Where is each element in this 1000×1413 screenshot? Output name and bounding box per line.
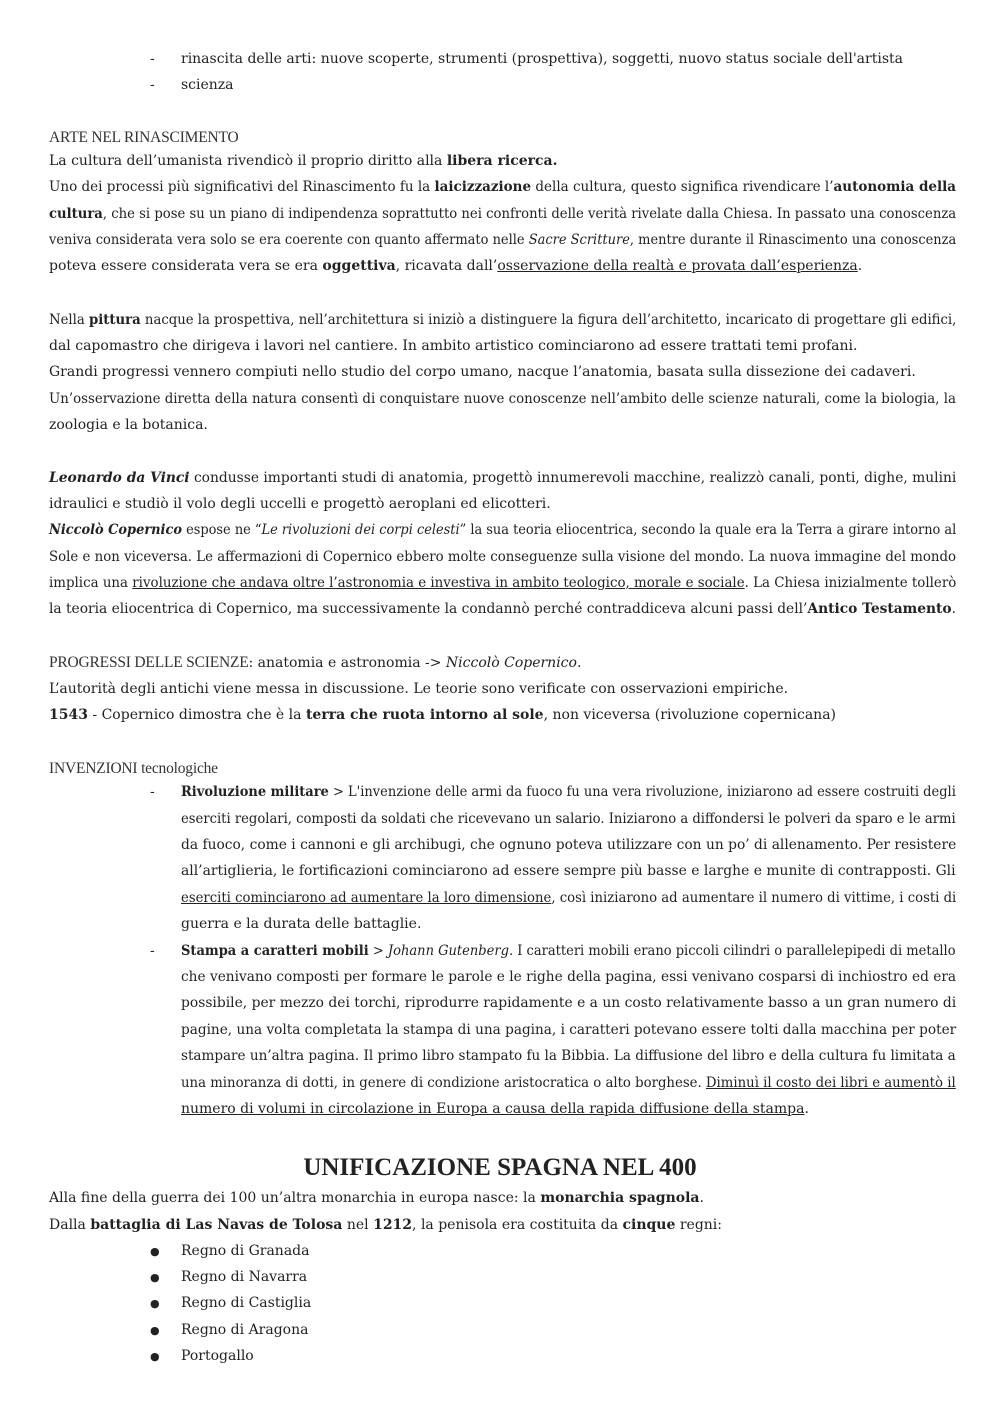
list-item: Regno di Castiglia [181,1295,312,1311]
page-title: UNIFICAZIONE SPAGNA NEL 400 [303,1154,697,1181]
bullet-dot: ● [150,1324,160,1337]
paragraph-line [49,573,956,593]
underlined-text: osservazione della realtà e provata dall’esperienza [497,258,858,274]
text-span: , la penisola era costituita da [412,1217,623,1233]
text-span: veniva considerata vera solo se era coerente con quanto affermato nelle [49,232,529,248]
list-item-line: all’artiglieria, le fortificazioni cominciarono ad essere sempre più basse e larghe e munite di contrapposti. Gli [181,863,956,879]
paragraph-line: Sole e non viceversa. Le affermazioni di Copernico ebbero molte conseguenze sulla visione del mondo. La nuova immagine del mondo [49,549,957,565]
bold-text: cinque [622,1217,676,1233]
text-span: regni: [675,1217,722,1233]
list-item-line: guerra e la durata delle battaglie. [181,916,422,932]
paragraph-line [49,1215,722,1235]
paragraph-line [49,599,956,619]
list-item-line: pagine, una volta completata la stampa di una pagina, i caratteri potevano essere tolti dalla macchina per poter [181,1022,957,1038]
bold-text: Stampa a caratteri mobili [181,943,369,959]
list-item-line [181,941,956,961]
list-item: Regno di Navarra [181,1269,308,1285]
text-span: nacque la prospettiva, nell’architettura si iniziò a distinguere la figura dell’architetto, incaricato di progettare gli edifici, [140,312,957,328]
paragraph-line: dal capomastro che dirigeva i lavori nel cantiere. In ambito artistico cominciarono ad essere trattati temi profani. [49,338,858,354]
text-span: la teoria eliocentrica di Copernico, ma successivamente la condannò perché contraddiceva alcuni passi dell’ [49,601,808,617]
paragraph-line: idraulici e studiò il volo degli uccelli e progettò aeroplani ed elicotteri. [49,496,551,512]
paragraph-line [49,151,557,171]
text-span: espose ne “ [181,522,262,538]
text-span: , non viceversa (rivoluzione copernicana) [543,707,837,723]
bullet-marker: - [150,77,155,93]
bold-text: oggettiva [322,258,396,274]
text-span: Uno dei processi più significativi del Rinascimento fu la [49,179,435,195]
text-span: . [576,655,582,671]
list-item-line [181,1099,809,1119]
heading-text: PROGRESSI DELLE SCIENZE [49,654,249,671]
bullet-dot: ● [150,1271,160,1284]
text-span: > [368,943,388,959]
list-item-line [181,1073,956,1093]
list-item: scienza [181,77,234,93]
section-heading-progressi [49,653,581,673]
bullet-marker: - [150,51,155,67]
bullet-marker: - [150,943,155,959]
bold-text: Antico Testamento [807,601,952,617]
text-span: condusse importanti studi di anatomia, progettò innumerevoli macchine, realizzò canali, ponti, dighe, mulini [189,470,957,486]
paragraph-line [49,705,836,725]
paragraph-line [49,230,956,250]
text-span: della cultura, questo significa rivendicare l’ [531,179,834,195]
underlined-text: Diminuì il costo dei libri e aumentò il [705,1075,956,1091]
text-span: Nella [49,312,90,328]
list-item-line: da fuoco, come i cannoni e gli archibugi, che ognuno poteva utilizzare con un po’ di allenamento. Per resistere [181,837,957,853]
text-span: poteva essere considerata vera se era [49,258,323,274]
paragraph-line [49,204,956,224]
text-span: La cultura dell’umanista rivendicò il proprio diritto alla [49,153,447,169]
text-span: . [804,1101,809,1117]
bullet-dot: ● [150,1297,160,1310]
text-span: , mentre durante il Rinascimento una conoscenza [629,232,957,248]
text-span: : anatomia e astronomia -> [248,655,446,671]
paragraph-line [49,256,862,276]
paragraph-line [49,468,956,488]
italic-text: Sacre Scritture [528,232,630,248]
bold-text: cultura [49,206,103,222]
text-span: . [699,1190,704,1206]
underlined-text: numero di volumi in circolazione in Europa a causa della rapida diffusione della stampa [181,1101,805,1117]
paragraph-line: L’autorità degli antichi viene messa in discussione. Le teorie sono verificate con osservazioni empiriche. [49,681,789,697]
text-span: ” la sua teoria eliocentrica, secondo la quale era la Terra a girare intorno al [459,522,957,538]
text-span: . [951,601,956,617]
bold-text: Rivoluzione militare [181,784,329,800]
text-span: implica una [49,575,133,591]
italic-text: Niccolò Copernico [445,655,577,671]
text-span: nel [342,1217,374,1233]
bold-text: 1543 [49,707,88,723]
list-item: Portogallo [181,1348,254,1364]
list-item-line: eserciti regolari, composti da soldati che ricevevano un salario. Iniziarono a diffondersi le polveri da sparo e le armi [181,811,956,827]
section-heading-invenzioni: INVENZIONI tecnologiche [49,760,218,777]
paragraph-line [49,1188,704,1208]
bold-italic-text: Niccolò Copernico [49,522,182,538]
bold-text: libera ricerca. [446,153,558,169]
bold-italic-text: Leonardo da Vinci [49,470,190,486]
list-item-line: possibile, per mezzo dei torchi, riprodurre rapidamente e a un costo relativamente basso a un gran numero di [181,995,957,1011]
text-span: > L'invenzione delle armi da fuoco fu una vera rivoluzione, iniziarono ad essere costruiti degli [328,784,956,800]
list-item-line [181,888,956,908]
paragraph-line [49,520,956,540]
bold-text: battaglia di Las Navas de Tolosa [90,1217,343,1233]
italic-text: Johann Gutenberg [387,943,509,959]
section-heading-arte: ARTE NEL RINASCIMENTO [49,129,239,146]
bullet-dot: ● [150,1245,160,1258]
list-item: rinascita delle arti: nuove scoperte, strumenti (prospettiva), soggetti, nuovo status sociale dell'artista [181,51,903,67]
underlined-text: eserciti cominciarono ad aumentare la loro dimensione [181,890,552,906]
text-span: . I caratteri mobili erano piccoli cilindri o parallelepipedi di metallo [508,943,956,959]
text-span: , che si pose su un piano di indipendenza soprattutto nei confronti delle verità rivelate dalla Chiesa. In passato una conoscenza [102,206,957,222]
bold-text: monarchia spagnola [540,1190,700,1206]
italic-text: Le rivoluzioni dei corpi celesti [261,522,460,538]
paragraph-line: zoologia e la botanica. [49,417,208,433]
bullet-dot: ● [150,1350,160,1363]
bold-text: terra che ruota intorno al sole [305,707,544,723]
bold-text: laicizzazione [434,179,532,195]
bold-text: autonomia della [833,179,956,195]
text-span: una minoranza di dotti, in genere di condizione aristocratica o alto borghese. [181,1075,706,1091]
paragraph-line: Un’osservazione diretta della natura consentì di conquistare nuove conoscenze nell’ambito delle scienze naturali, come la biologia, la [49,391,956,407]
list-item-line: che venivano composti per formare le parole e le righe della pagina, essi venivano cosparsi di inchiostro ed era [181,969,957,985]
list-item-line: stampare un’altra pagina. Il primo libro stampato fu la Bibbia. La diffusione del libro e della cultura fu limitata a [181,1048,956,1064]
paragraph-line [49,310,956,330]
list-item-line [181,782,956,802]
text-span: , così iniziarono ad aumentare il numero di vittime, i costi di [551,890,957,906]
bullet-marker: - [150,784,155,800]
text-span: , ricavata dall’ [395,258,498,274]
underlined-text: rivoluzione che andava oltre l’astronomia e investiva in ambito teologico, morale e sociale [132,575,745,591]
text-span: Dalla [49,1217,91,1233]
paragraph-line [49,177,956,197]
bold-text: 1212 [373,1217,413,1233]
list-item: Regno di Granada [181,1243,310,1259]
text-span: Alla fine della guerra dei 100 un’altra monarchia in europa nasce: la [49,1190,541,1206]
text-span: - Copernico dimostra che è la [87,707,306,723]
bold-text: pittura [89,312,141,328]
text-span: . La Chiesa inizialmente tollerò [744,575,957,591]
list-item: Regno di Aragona [181,1322,309,1338]
text-span: . [857,258,863,274]
paragraph-line: Grandi progressi vennero compiuti nello studio del corpo umano, nacque l’anatomia, basata sulla dissezione dei cadaveri. [49,364,916,380]
